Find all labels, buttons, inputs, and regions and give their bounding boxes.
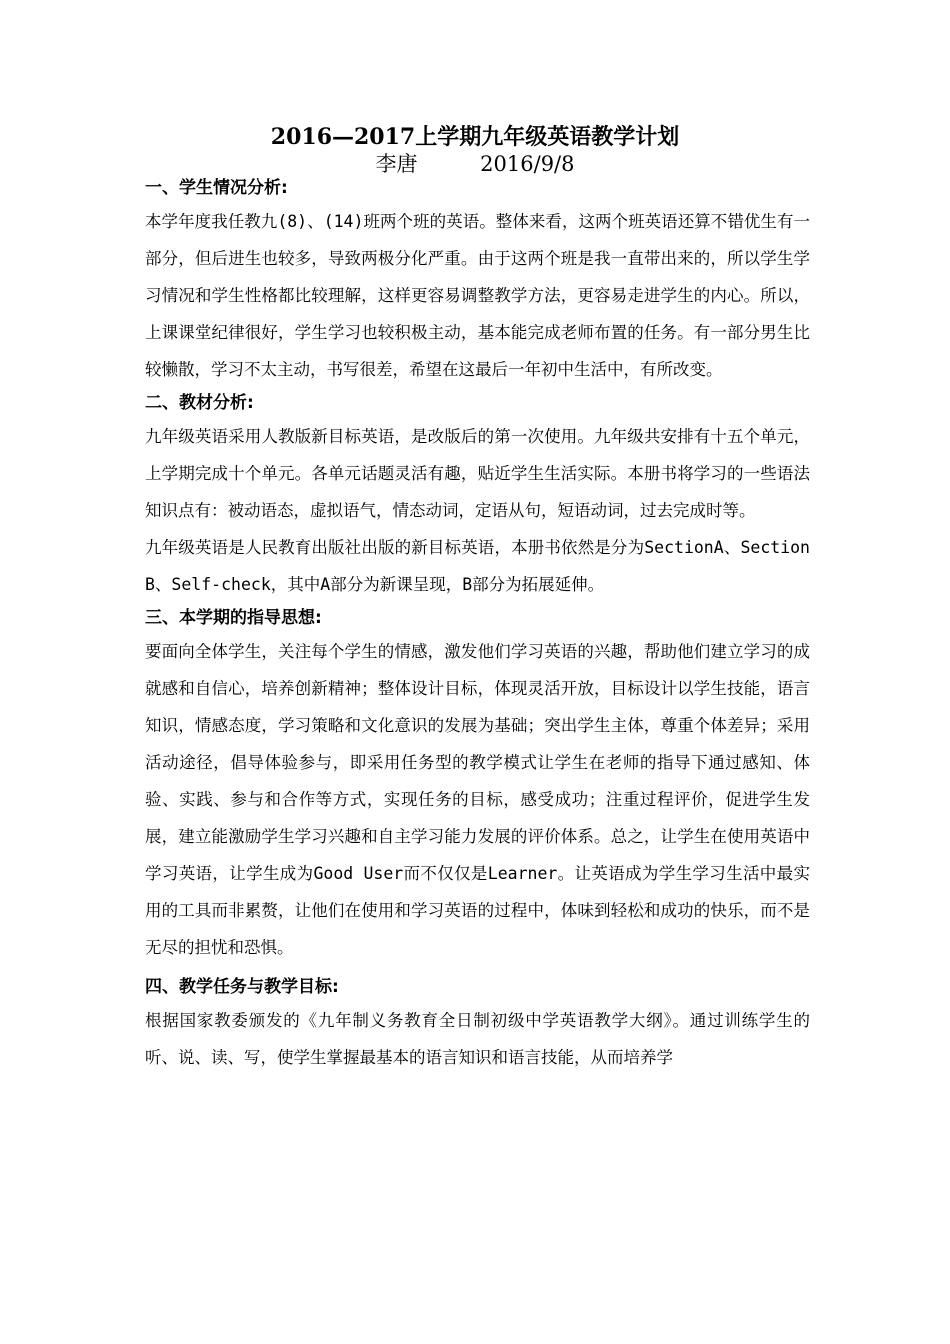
- paragraph-student-analysis: 本学年度我任教九(8)、(14)班两个班的英语。整体来看，这两个班英语还算不错优生有一部分，但后进生也较多，导致两极分化严重。由于这两个班是我一直带出来的，所以学生学习情况和学生性格都比较理解，这样更容易调整教学方法，更容易走进学生的内心。所以，上课课堂纪律很好，学生学习也较积极主动，基本能完成老师布置的任务。有一部分男生比较懒散，学习不太主动，书写很差，希望在这最后一年初中生活中，有所改变。: [145, 212, 810, 379]
- paragraph-textbook-analysis-1: 九年级英语采用人教版新目标英语，是改版后的第一次使用。九年级共安排有十五个单元，上学期完成十个单元。各单元话题灵活有趣，贴近学生生活实际。本册书将学习的一些语法知识点有：被动语态，虚拟语气，情态动词，定语从句，短语动词，过去完成时等。: [145, 427, 810, 520]
- document-date: 2016/9/8: [480, 152, 575, 176]
- paragraph-textbook-analysis-2: 九年级英语是人民教育出版社出版的新目标英语，本册书依然是分为SectionA、SectionB、Self-check，其中A部分为新课呈现，B部分为拓展延伸。: [145, 538, 810, 594]
- section-heading-guiding-ideology: 三、本学期的指导思想:: [145, 608, 322, 628]
- section-heading-teaching-goals: 四、教学任务与教学目标:: [145, 977, 339, 997]
- paragraph-guiding-ideology: 要面向全体学生，关注每个学生的情感，激发他们学习英语的兴趣，帮助他们建立学习的成就感和自信心，培养创新精神；整体设计目标，体现灵活开放，目标设计以学生技能，语言知识，情感态度，学习策略和文化意识的发展为基础；突出学生主体，尊重个体差异；采用活动途径，倡导体验参与，即采用任务型的教学模式让学生在老师的指导下通过感知、体验、实践、参与和合作等方式，实现任务的目标，感受成功；注重过程评价，促进学生发展，建立能激励学生学习兴趣和自主学习能力发展的评价体系。总之，让学生在使用英语中学习英语，让学生成为Good User而不仅仅是Learner。让英语成为学生学习生活中最实用的工具而非累赘，让他们在使用和学习英语的过程中，体味到轻松和成功的快乐，而不是无尽的担忧和恐惧。: [145, 642, 810, 957]
- paragraph-teaching-goals: 根据国家教委颁发的《九年制义务教育全日制初级中学英语教学大纲》。通过训练学生的听、说、读、写，使学生掌握最基本的语言知识和语言技能，从而培养学: [145, 1011, 810, 1067]
- author-name: 李唐: [375, 152, 418, 176]
- document-title: 2016—2017上学期九年级英语教学计划: [270, 124, 680, 150]
- document-body: [145, 173, 810, 1076]
- section-heading-textbook-analysis: 二、教材分析:: [145, 393, 254, 413]
- section-heading-student-analysis: 一、学生情况分析:: [145, 178, 288, 198]
